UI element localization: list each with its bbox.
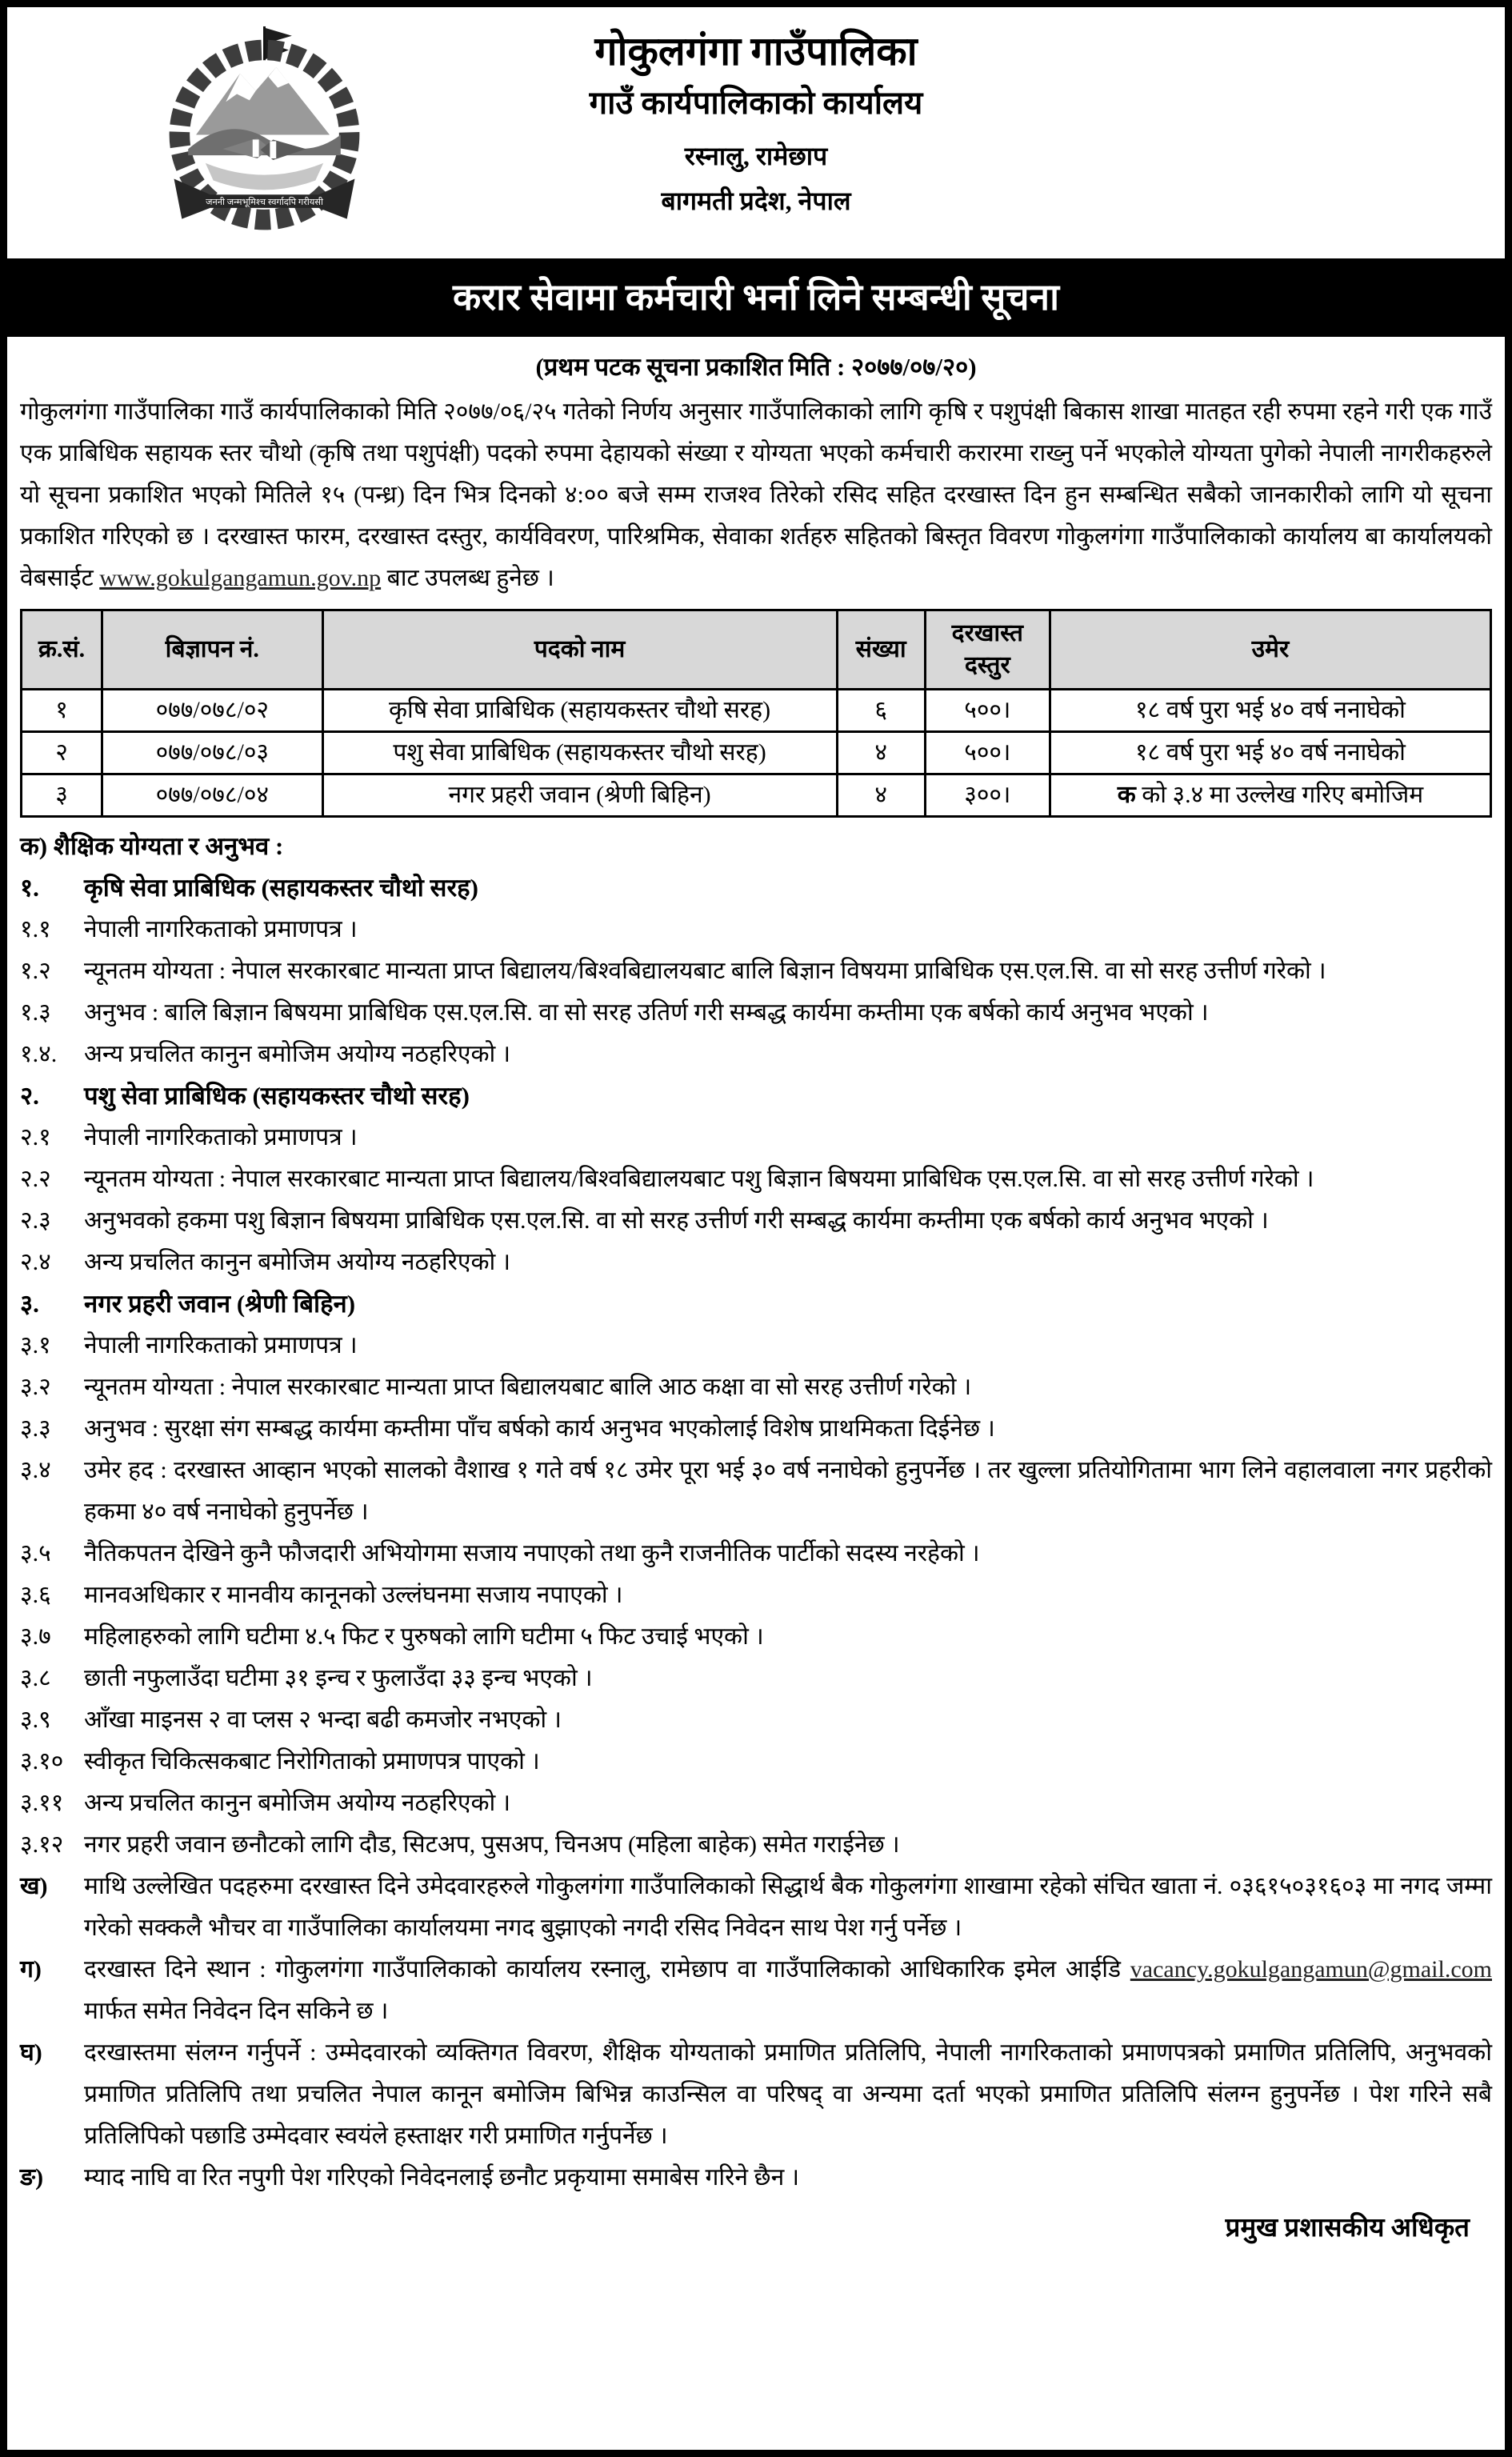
item-number: ३.१२ — [20, 1831, 64, 1858]
letterhead — [20, 7, 1492, 244]
item-text: छाती नफुलाउँदा घटीमा ३१ इन्च र फुलाउँदा ३३ इन्च भएको । — [84, 1665, 593, 1691]
list-item — [20, 1367, 1492, 1408]
item-number: ३.९ — [20, 1707, 51, 1733]
item-number: ३.७ — [20, 1623, 51, 1650]
item-number: २.२ — [20, 1166, 51, 1192]
signatory-title: प्रमुख प्रशासकीय अधिकृत — [1225, 2214, 1470, 2243]
item-number: ३.३ — [20, 1415, 51, 1442]
list-item — [20, 1533, 1492, 1575]
intro-paragraph — [20, 391, 1492, 599]
cell-sn: ३ — [22, 774, 102, 817]
cell-count: ४ — [837, 732, 925, 774]
vacancy-table — [20, 609, 1492, 818]
table-header-row — [22, 610, 1491, 690]
item-text: न्यूनतम योग्यता : नेपाल सरकारबाट मान्यता प्राप्त बिद्यालयबाट बालि आठ कक्षा वा सो सरह उत्तीर्ण गरेको । — [84, 1374, 972, 1400]
clause-gha — [20, 2032, 1492, 2157]
list-item — [20, 1783, 1492, 1824]
group-title-police — [20, 1283, 1492, 1325]
item-number: १.२ — [20, 958, 51, 984]
intro-text-after: बाट उपलब्ध हुनेछ । — [381, 565, 554, 591]
table-row — [22, 774, 1491, 817]
col-header-ad-no: बिज्ञापन नं. — [102, 610, 323, 690]
item-number: ३.११ — [20, 1790, 64, 1816]
item-number: ३.१० — [20, 1748, 64, 1775]
item-number: १.१ — [20, 916, 51, 942]
group-title-livestock — [20, 1075, 1492, 1117]
cell-fee: ५००। — [925, 690, 1050, 732]
item-number: १.४. — [20, 1041, 58, 1067]
list-item — [20, 1408, 1492, 1450]
table-row — [22, 732, 1491, 774]
group-title-text: पशु सेवा प्राबिधिक (सहायकस्तर चौथो सरह) — [84, 1082, 470, 1110]
item-text: अन्य प्रचलित कानुन बमोजिम अयोग्य नठहरिएको । — [84, 1249, 511, 1275]
item-text: नेपाली नागरिकताको प्रमाणपत्र । — [84, 1124, 358, 1150]
clause-label: ग) — [20, 1956, 42, 1983]
list-item — [20, 1575, 1492, 1616]
cell-post: पशु सेवा प्राबिधिक (सहायकस्तर चौथो सरह) — [322, 732, 837, 774]
item-text: अनुभव : बालि बिज्ञान बिषयमा प्राबिधिक एस.एल.सि. वा सो सरह उतिर्ण गरी सम्बद्ध कार्यमा कम्तीमा एक बर्षको कार्य अनुभव भएको । — [84, 999, 1209, 1026]
col-header-age: उमेर — [1050, 610, 1490, 690]
cell-fee: ३००। — [925, 774, 1050, 817]
list-item — [20, 1699, 1492, 1741]
list-item — [20, 1158, 1492, 1200]
item-text: न्यूनतम योग्यता : नेपाल सरकारबाट मान्यता प्राप्त बिद्यालय/बिश्वबिद्यालयबाट पशु बिज्ञान बिषयमा प्राबिधिक एस.एल.सि. वा सो सरह उत्तीर्ण गरेको । — [84, 1166, 1314, 1192]
clause-kha — [20, 1866, 1492, 1949]
item-number: २.३ — [20, 1207, 51, 1234]
item-number: ३.८ — [20, 1665, 51, 1691]
clause-text-after-link: मार्फत समेत निवेदन दिन सकिने छ । — [84, 1998, 389, 2024]
cell-post: कृषि सेवा प्राबिधिक (सहायकस्तर चौथो सरह) — [322, 690, 837, 732]
emblem-motto: जननी जन्मभूमिश्च स्वर्गादपि गरीयसी — [206, 197, 323, 207]
cell-post: नगर प्रहरी जवान (श्रेणी बिहिन) — [322, 774, 837, 817]
item-number: ३.५ — [20, 1540, 51, 1567]
clause-nga — [20, 2157, 1492, 2199]
item-text: मानवअधिकार र मानवीय कानूनको उल्लंघनमा सजाय नपाएको । — [84, 1582, 623, 1608]
clause-text-before-link: दरखास्त दिने स्थान : गोकुलगंगा गाउँपालिकाको कार्यालय रस्नालु, रामेछाप वा गाउँपालिकाको आधिकारिक इमेल आईडि — [84, 1956, 1130, 1983]
cell-ad-no: ०७७/०७८/०४ — [102, 774, 323, 817]
clause-text: माथि उल्लेखित पदहरुमा दरखास्त दिने उमेदवारहरुले गोकुलगंगा गाउँपालिकाको सिद्धार्थ बैक गोकुलगंगा शाखामा रहेको संचित खाता नं. ०३६१५०३१६०३ मा नगद जम्मा गरेको सक्कलै भौचर वा गाउँपालिका कार्यालयमा नगद बुझाएको नगदी रसिद निवेदन साथ पेश गर्नु पर्नेछ । — [84, 1873, 1492, 1941]
cell-fee: ५००। — [925, 732, 1050, 774]
item-number: ३.४ — [20, 1457, 51, 1483]
item-text: आँखा माइनस २ वा प्लस २ भन्दा बढी कमजोर नभएको । — [84, 1707, 562, 1733]
group-number: २. — [20, 1082, 39, 1110]
cell-age: १८ वर्ष पुरा भई ४० वर्ष ननाघेको — [1050, 732, 1490, 774]
email-link[interactable]: vacancy.gokulgangamun@gmail.com — [1130, 1956, 1492, 1983]
table-row — [22, 690, 1491, 732]
list-item — [20, 950, 1492, 992]
list-item — [20, 1117, 1492, 1158]
notice-title: करार सेवामा कर्मचारी भर्ना लिने सम्बन्धी सूचना — [453, 277, 1059, 318]
group-number: ३. — [20, 1290, 39, 1318]
col-header-count: संख्या — [837, 610, 925, 690]
office-address: रस्नालु, रामेछाप — [684, 142, 828, 170]
age-ref-bold: क — [1117, 782, 1136, 808]
clause-label: ख) — [20, 1873, 48, 1899]
cell-count: ४ — [837, 774, 925, 817]
list-item — [20, 1325, 1492, 1367]
item-text: अन्य प्रचलित कानुन बमोजिम अयोग्य नठहरिएको । — [84, 1790, 511, 1816]
cell-count: ६ — [837, 690, 925, 732]
col-header-post: पदको नाम — [322, 610, 837, 690]
notice-title-banner — [7, 258, 1505, 337]
cell-age — [1050, 774, 1490, 817]
municipality-emblem-icon — [146, 25, 382, 249]
clause-ga — [20, 1949, 1492, 2032]
item-text: महिलाहरुको लागि घटीमा ४.५ फिट र पुरुषको लागि घटीमा ५ फिट उचाई भएको । — [84, 1623, 764, 1650]
office-name: गाउँ कार्यपालिकाको कार्यालय — [589, 85, 923, 121]
item-text: न्यूनतम योग्यता : नेपाल सरकारबाट मान्यता प्राप्त बिद्यालय/बिश्वबिद्यालयबाट बालि बिज्ञान विषयमा प्राबिधिक एस.एल.सि. वा सो सरह उत्तीर्ण गरेको । — [84, 958, 1326, 984]
cell-sn: १ — [22, 690, 102, 732]
clause-label: घ) — [20, 2039, 42, 2066]
item-number: २.४ — [20, 1249, 51, 1275]
group-title-agriculture — [20, 867, 1492, 909]
age-ref-rest: को ३.४ मा उल्लेख गरिए बमोजिम — [1135, 782, 1424, 808]
item-number: २.१ — [20, 1124, 51, 1150]
item-number: १.३ — [20, 999, 51, 1026]
item-text: नेपाली नागरिकताको प्रमाणपत्र । — [84, 1332, 358, 1359]
item-text: उमेर हद : दरखास्त आव्हान भएको सालको वैशाख १ गते वर्ष १८ उमेर पूरा भई ३० वर्ष ननाघेको हुनुपर्नेछ । तर खुल्ला प्रतियोगितामा भाग लिने वहालवाला नगर प्रहरीको हकमा ४० वर्ष ननाघेको हुनुपर्नेछ । — [84, 1457, 1492, 1525]
clause-text — [84, 1949, 1492, 2032]
group-title-text: नगर प्रहरी जवान (श्रेणी बिहिन) — [84, 1290, 356, 1318]
item-number: ३.२ — [20, 1374, 51, 1400]
item-text: अनुभव : सुरक्षा संग सम्बद्ध कार्यमा कम्तीमा पाँच बर्षको कार्य अनुभव भएकोलाई विशेष प्राथमिकता दिईनेछ । — [84, 1415, 995, 1442]
item-text: अन्य प्रचलित कानुन बमोजिम अयोग्य नठहरिएको । — [84, 1041, 511, 1067]
cell-ad-no: ०७७/०७८/०२ — [102, 690, 323, 732]
cell-age: १८ वर्ष पुरा भई ४० वर्ष ननाघेको — [1050, 690, 1490, 732]
col-header-fee: दरखास्त दस्तुर — [925, 610, 1050, 690]
item-text: स्वीकृत चिकित्सकबाट निरोगिताको प्रमाणपत्र पाएको । — [84, 1748, 540, 1775]
list-item — [20, 992, 1492, 1034]
list-item — [20, 1658, 1492, 1699]
item-number: ३.६ — [20, 1582, 51, 1608]
province-line: बागमती प्रदेश, नेपाल — [661, 186, 851, 215]
item-text: नेपाली नागरिकताको प्रमाणपत्र । — [84, 916, 358, 942]
list-item — [20, 1200, 1492, 1242]
list-item — [20, 909, 1492, 950]
qualifications-heading: क) शैक्षिक योग्यता र अनुभव : — [20, 832, 284, 860]
item-text: अनुभवको हकमा पशु बिज्ञान बिषयमा प्राबिधिक एस.एल.सि. वा सो सरह उत्तीर्ण गरी सम्बद्ध कार्यमा कम्तीमा एक बर्षको कार्य अनुभव भएको । — [84, 1207, 1269, 1234]
item-number: ३.१ — [20, 1332, 51, 1359]
cell-ad-no: ०७७/०७८/०३ — [102, 732, 323, 774]
list-item — [20, 1450, 1492, 1533]
group-number: १. — [20, 874, 39, 902]
website-link[interactable]: www.gokulgangamun.gov.np — [99, 565, 382, 591]
col-header-sn: क्र.सं. — [22, 610, 102, 690]
list-item — [20, 1034, 1492, 1075]
list-item — [20, 1824, 1492, 1866]
cell-sn: २ — [22, 732, 102, 774]
list-item — [20, 1242, 1492, 1283]
clause-text: म्याद नाघि वा रित नपुगी पेश गरिएको निवेदनलाई छनौट प्रकृयामा समाबेस गरिने छैन । — [84, 2164, 800, 2191]
clause-label: ङ) — [20, 2164, 44, 2191]
item-text: नगर प्रहरी जवान छनौटको लागि दौड, सिटअप, पुसअप, चिनअप (महिला बाहेक) समेत गराईनेछ । — [84, 1831, 900, 1858]
publication-date-line: (प्रथम पटक सूचना प्रकाशित मिति : २०७७/०७/२०) — [535, 353, 977, 381]
list-item — [20, 1616, 1492, 1658]
list-item — [20, 1741, 1492, 1783]
intro-text-before: गोकुलगंगा गाउँपालिका गाउँ कार्यपालिकाको मिति २०७७/०६/२५ गतेको निर्णय अनुसार गाउँपालिकाको लागि कृषि र पशुपंक्षी बिकास शाखा मातहत रही रुपमा रहने गरी एक गाउँ एक प्राबिधिक सहायक स्तर चौथो (कृषि तथा पशुपंक्षी) पदको रुपमा देहायको संख्या र योग्यता भएको कर्मचारी करारमा राख्नु पर्ने भएकोले योग्यता पुगेको नेपाली नागरीकहरुले यो सूचना प्रकाशित भएको मितिले १५ (पन्ध्र) दिन भित्र दिनको ४:०० बजे सम्म राजश्व तिरेको रसिद सहित दरखास्त दिन हुन सम्बन्धित सबैको जानकारीको लागि यो सूचना प्रकाशित गरिएको छ । दरखास्त फारम, दरखास्त दस्तुर, कार्यविवरण, पारिश्रमिक, सेवाका शर्तहरु सहितको बिस्तृत विवरण गोकुलगंगा गाउँपालिकाको कार्यालय बा कार्यालयको वेबसाईट — [20, 398, 1492, 591]
group-title-text: कृषि सेवा प्राबिधिक (सहायकस्तर चौथो सरह) — [84, 874, 478, 902]
item-text: नैतिकपतन देखिने कुनै फौजदारी अभियोगमा सजाय नपाएको तथा कुनै राजनीतिक पार्टीको सदस्य नरहेको । — [84, 1540, 980, 1567]
municipality-name: गोकुलगंगा गाउँपालिका — [594, 29, 918, 74]
clause-text: दरखास्तमा संलग्न गर्नुपर्ने : उम्मेदवारको व्यक्तिगत विवरण, शैक्षिक योग्यताको प्रमाणित प्रतिलिपि, नेपाली नागरिकताको प्रमाणपत्रको प्रमाणित प्रतिलिपि, अनुभवको प्रमाणित प्रतिलिपि तथा प्रचलित नेपाल कानून बमोजिम बिभिन्न काउन्सिल वा परिषद् वा अन्यमा दर्ता भएको प्रमाणित प्रतिलिपि संलग्न हुनुपर्नेछ । पेश गरिने सबै प्रतिलिपिको पछाडि उम्मेदवार स्वयंले हस्ताक्षर गरी प्रमाणित गर्नुपर्नेछ । — [84, 2039, 1492, 2149]
